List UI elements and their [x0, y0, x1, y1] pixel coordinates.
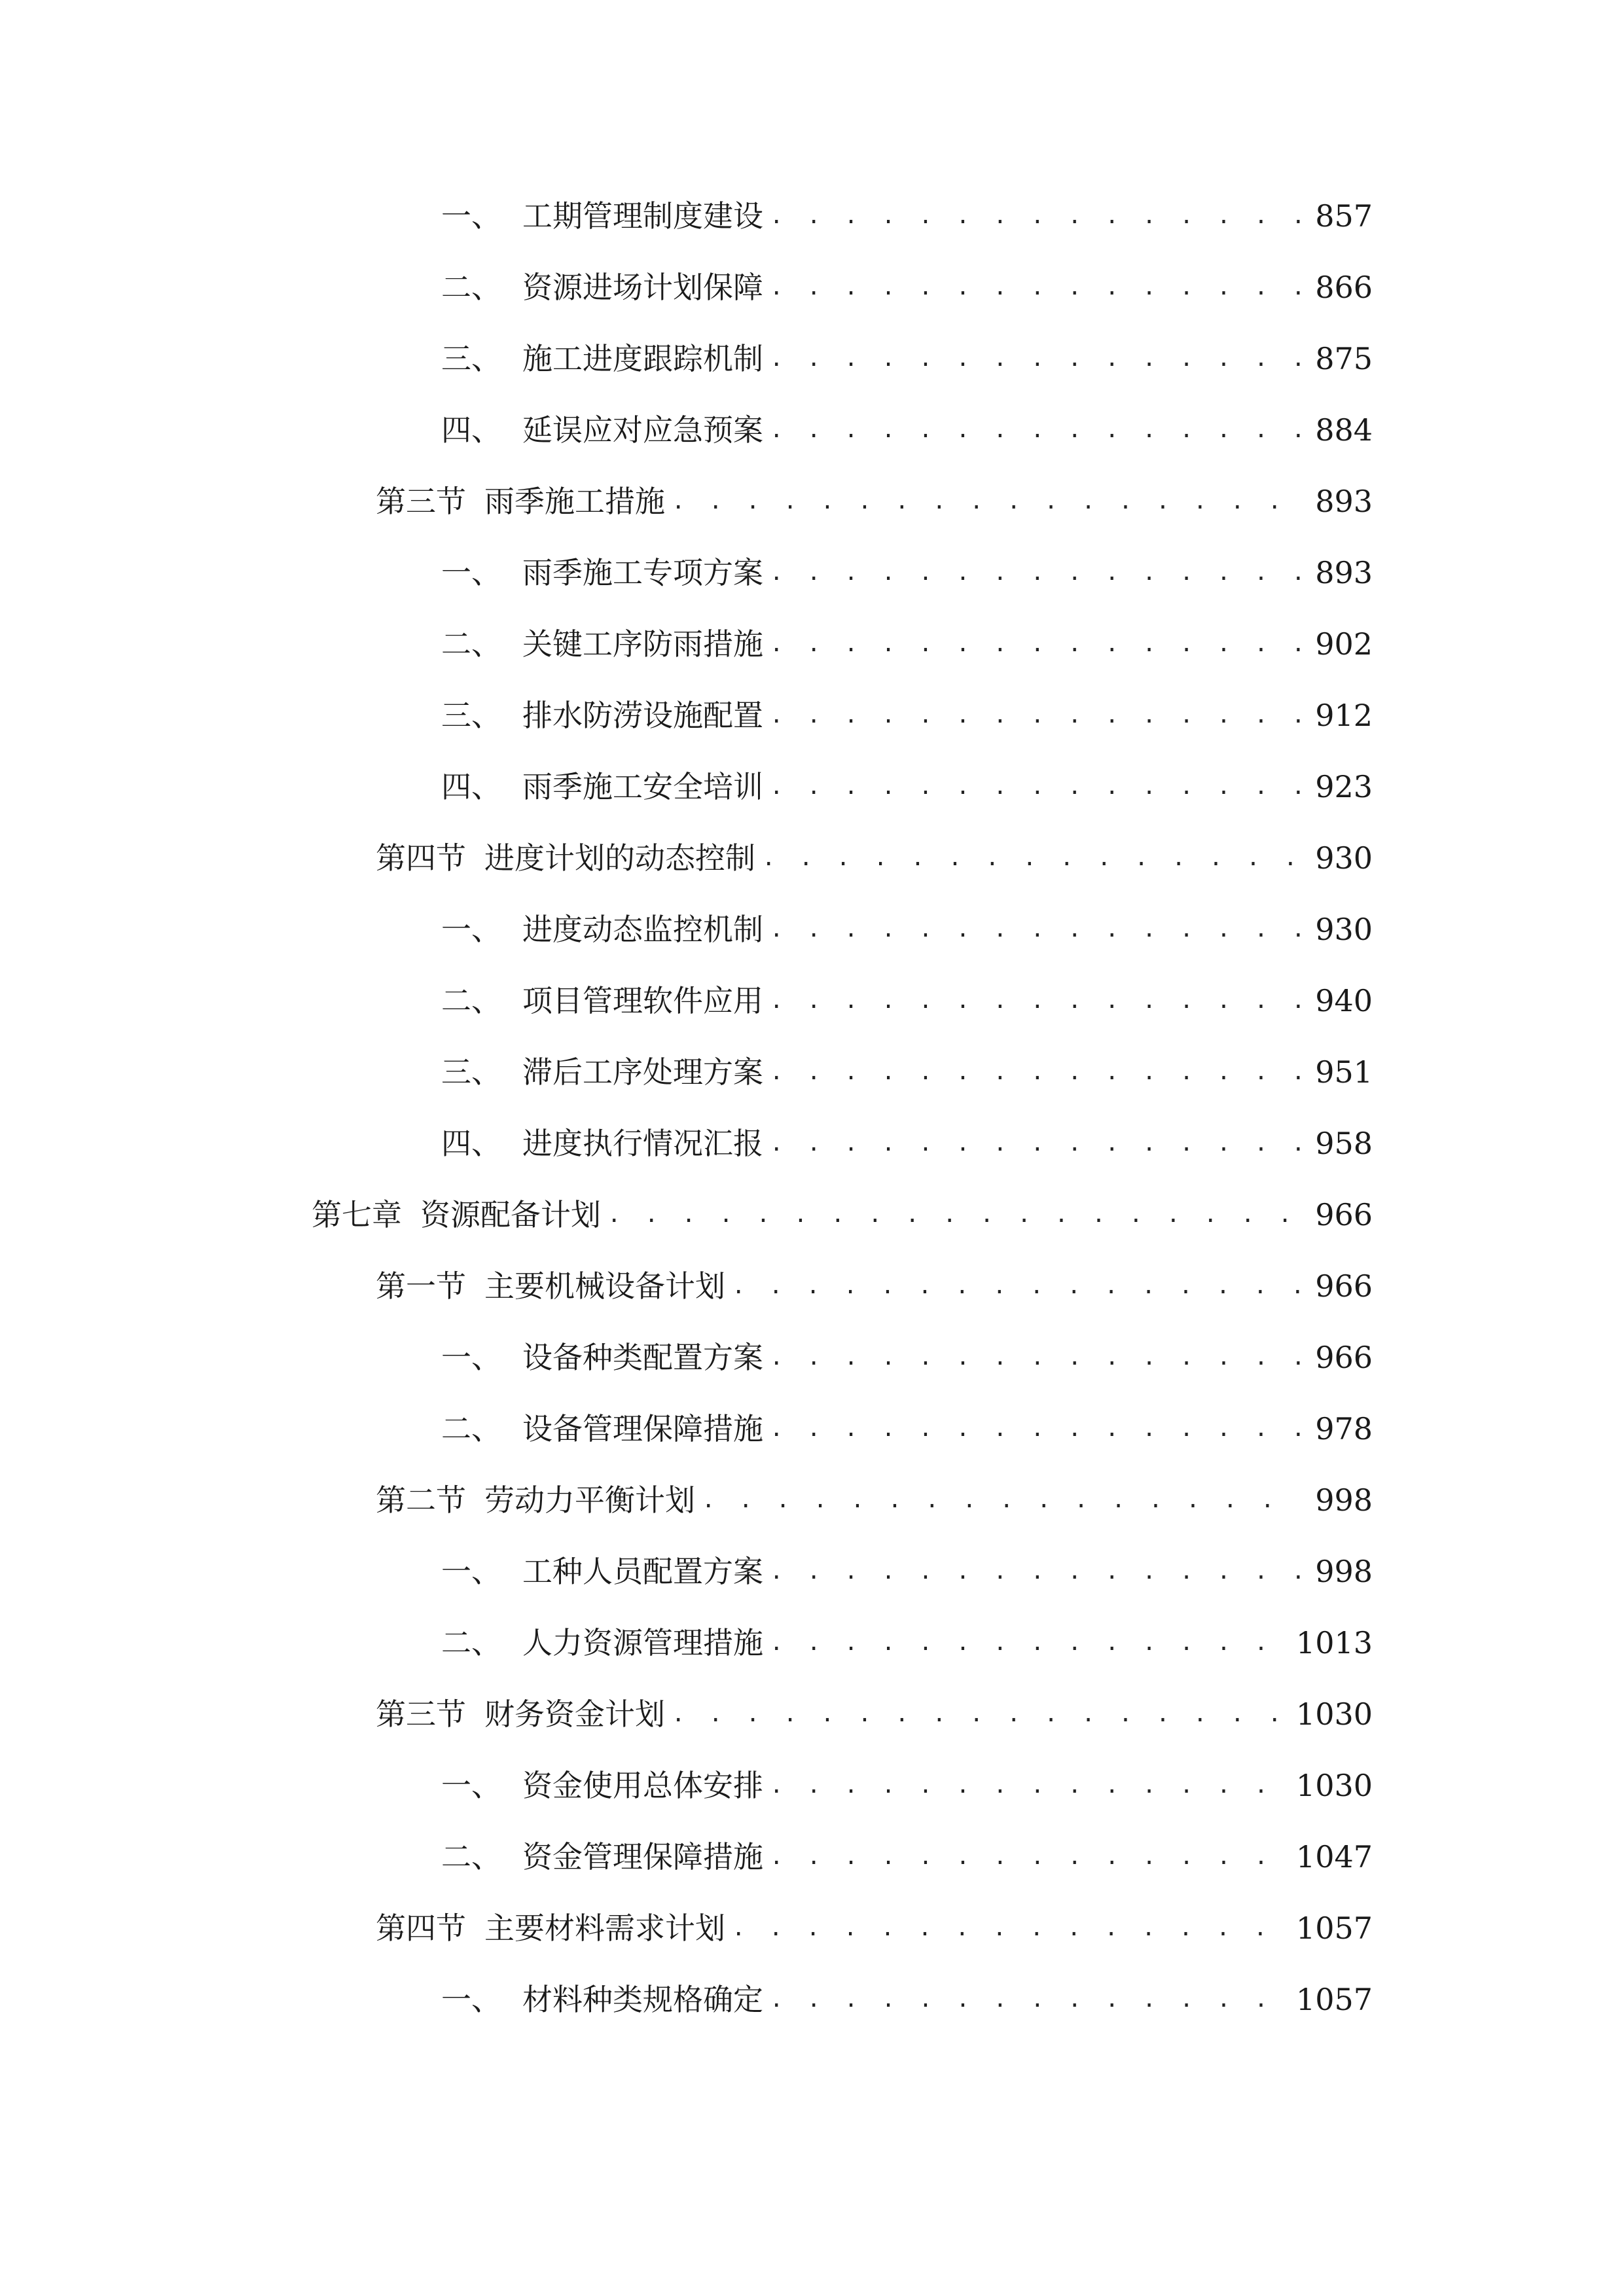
entry-number: 第三节	[376, 1696, 466, 1732]
entry-title: 滞后工序处理方案	[522, 1054, 763, 1090]
entry-page-number: 893	[1315, 484, 1373, 519]
dot-leader	[770, 618, 1303, 670]
entry-page-number: 930	[1315, 912, 1373, 947]
toc-entry[interactable]	[376, 475, 1373, 528]
toc-entry[interactable]	[441, 903, 1373, 956]
entry-title: 雨季施工安全培训	[522, 769, 763, 804]
dot-leader	[770, 975, 1303, 1027]
dot-leader	[770, 332, 1303, 385]
toc-entry[interactable]	[376, 1688, 1373, 1740]
toc-entry[interactable]	[441, 404, 1373, 456]
entry-page-number: 1057	[1295, 1910, 1373, 1946]
entry-page-number: 923	[1315, 769, 1373, 804]
entry-page-number: 857	[1315, 198, 1373, 234]
entry-title: 材料种类规格确定	[522, 1982, 763, 2017]
toc-entry[interactable]	[441, 1973, 1373, 2026]
entry-page-number: 1057	[1295, 1982, 1373, 2017]
dot-leader	[732, 1260, 1303, 1312]
entry-number: 四、	[441, 1126, 501, 1161]
toc-entry[interactable]	[441, 1617, 1373, 1669]
dot-leader	[770, 404, 1303, 456]
entry-page-number: 902	[1315, 626, 1373, 662]
toc-entry[interactable]	[441, 1331, 1373, 1384]
toc-entry[interactable]	[441, 1831, 1373, 1883]
entry-page-number: 998	[1315, 1482, 1373, 1518]
dot-leader	[607, 1189, 1303, 1241]
entry-page-number: 912	[1315, 698, 1373, 733]
toc-entry[interactable]	[441, 1046, 1373, 1098]
toc-entry[interactable]	[441, 1759, 1373, 1812]
entry-number: 三、	[441, 1054, 501, 1090]
dot-leader	[770, 1831, 1284, 1883]
entry-title: 排水防涝设施配置	[522, 698, 763, 733]
dot-leader	[770, 1759, 1284, 1812]
entry-page-number: 951	[1315, 1054, 1373, 1090]
dot-leader	[770, 761, 1303, 813]
toc-entry[interactable]	[441, 547, 1373, 599]
entry-page-number: 958	[1315, 1126, 1373, 1161]
entry-page-number: 930	[1315, 840, 1373, 876]
entry-number: 一、	[441, 1768, 501, 1803]
dot-leader	[770, 1403, 1303, 1455]
entry-number: 二、	[441, 1625, 501, 1660]
entry-number: 一、	[441, 1340, 501, 1375]
entry-number: 四、	[441, 769, 501, 804]
dot-leader	[702, 1474, 1303, 1526]
entry-page-number: 998	[1315, 1554, 1373, 1589]
entry-title: 设备种类配置方案	[522, 1340, 763, 1375]
dot-leader	[770, 1117, 1303, 1170]
entry-page-number: 875	[1315, 341, 1373, 376]
entry-title: 工期管理制度建设	[522, 198, 763, 234]
toc-entry[interactable]	[376, 832, 1373, 884]
entry-title: 人力资源管理措施	[522, 1625, 763, 1660]
entry-title: 主要材料需求计划	[484, 1910, 725, 1946]
entry-page-number: 893	[1315, 555, 1373, 590]
entry-title: 进度计划的动态控制	[484, 840, 755, 876]
toc-entry[interactable]	[441, 689, 1373, 742]
toc-entry[interactable]	[441, 1117, 1373, 1170]
dot-leader	[770, 689, 1303, 742]
entry-title: 雨季施工措施	[484, 484, 665, 519]
entry-number: 三、	[441, 341, 501, 376]
entry-number: 二、	[441, 1411, 501, 1446]
dot-leader	[770, 1545, 1303, 1598]
dot-leader	[762, 832, 1303, 884]
entry-page-number: 1030	[1295, 1696, 1373, 1732]
dot-leader	[770, 261, 1303, 314]
entry-title: 进度执行情况汇报	[522, 1126, 763, 1161]
entry-number: 一、	[441, 198, 501, 234]
dot-leader	[770, 903, 1303, 956]
entry-title: 施工进度跟踪机制	[522, 341, 763, 376]
entry-number: 二、	[441, 983, 501, 1018]
toc-entry[interactable]	[441, 190, 1373, 242]
toc-entry[interactable]	[441, 761, 1373, 813]
dot-leader	[770, 1331, 1303, 1384]
entry-title: 资源配备计划	[420, 1197, 601, 1232]
entry-title: 设备管理保障措施	[522, 1411, 763, 1446]
entry-page-number: 884	[1315, 412, 1373, 448]
entry-page-number: 940	[1315, 983, 1373, 1018]
entry-number: 第一节	[376, 1268, 466, 1304]
entry-page-number: 978	[1315, 1411, 1373, 1446]
entry-number: 四、	[441, 412, 501, 448]
entry-page-number: 1030	[1295, 1768, 1373, 1803]
entry-title: 劳动力平衡计划	[484, 1482, 695, 1518]
dot-leader	[770, 1617, 1284, 1669]
toc-entry[interactable]	[441, 261, 1373, 314]
entry-number: 第四节	[376, 840, 466, 876]
entry-page-number: 1047	[1295, 1839, 1373, 1874]
entry-page-number: 966	[1315, 1268, 1373, 1304]
entry-title: 关键工序防雨措施	[522, 626, 763, 662]
entry-title: 雨季施工专项方案	[522, 555, 763, 590]
entry-number: 第二节	[376, 1482, 466, 1518]
toc-entry[interactable]	[441, 618, 1373, 670]
dot-leader	[770, 547, 1303, 599]
toc-entry[interactable]	[312, 1189, 1373, 1241]
toc-entry[interactable]	[376, 1474, 1373, 1526]
entry-title: 财务资金计划	[484, 1696, 665, 1732]
entry-number: 一、	[441, 912, 501, 947]
entry-title: 资金管理保障措施	[522, 1839, 763, 1874]
entry-title: 资金使用总体安排	[522, 1768, 763, 1803]
toc-entry[interactable]	[441, 975, 1373, 1027]
dot-leader	[732, 1902, 1284, 1954]
entry-page-number: 966	[1315, 1340, 1373, 1375]
entry-title: 资源进场计划保障	[522, 270, 763, 305]
entry-number: 一、	[441, 555, 501, 590]
toc-entry[interactable]	[441, 1403, 1373, 1455]
toc-entry[interactable]	[441, 1545, 1373, 1598]
entry-title: 主要机械设备计划	[484, 1268, 725, 1304]
entry-page-number: 966	[1315, 1197, 1373, 1232]
entry-number: 一、	[441, 1554, 501, 1589]
dot-leader	[672, 475, 1303, 528]
dot-leader	[672, 1688, 1284, 1740]
toc-entry[interactable]	[376, 1260, 1373, 1312]
entry-title: 进度动态监控机制	[522, 912, 763, 947]
entry-title: 项目管理软件应用	[522, 983, 763, 1018]
entry-number: 第三节	[376, 484, 466, 519]
entry-number: 二、	[441, 1839, 501, 1874]
entry-page-number: 866	[1315, 270, 1373, 305]
entry-number: 一、	[441, 1982, 501, 2017]
toc-entry[interactable]	[376, 1902, 1373, 1954]
entry-number: 二、	[441, 626, 501, 662]
dot-leader	[770, 1973, 1284, 2026]
entry-title: 延误应对应急预案	[522, 412, 763, 448]
dot-leader	[770, 190, 1303, 242]
entry-number: 三、	[441, 698, 501, 733]
entry-title: 工种人员配置方案	[522, 1554, 763, 1589]
toc-entry[interactable]	[441, 332, 1373, 385]
dot-leader	[770, 1046, 1303, 1098]
entry-number: 二、	[441, 270, 501, 305]
entry-number: 第七章	[312, 1197, 402, 1232]
entry-page-number: 1013	[1295, 1625, 1373, 1660]
entry-number: 第四节	[376, 1910, 466, 1946]
